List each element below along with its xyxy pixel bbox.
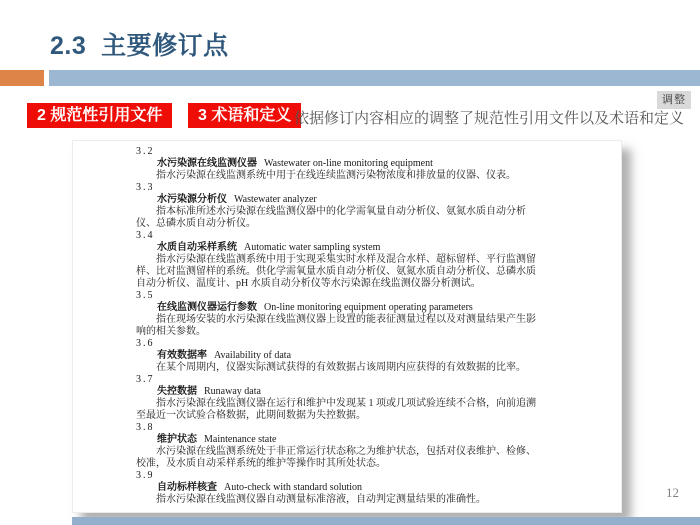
- title-underline-blue: [49, 70, 700, 86]
- section-term: [157, 194, 543, 206]
- document-content: [73, 141, 621, 506]
- section-number: 3.7: [136, 374, 155, 385]
- term-section: [136, 146, 543, 182]
- annotation-text: 依据修订内容相应的调整了规范性引用文件以及术语和定义: [294, 110, 685, 127]
- section-term: [157, 386, 543, 398]
- adjust-badge: 调整: [657, 91, 691, 109]
- section-definition: 指在现场安装的水污染源在线监测仪器上设置的能表征测量过程以及对测量结果产生影响的相关参数。: [136, 314, 536, 337]
- term-section: [136, 290, 543, 338]
- tag-normative-references: 2 规范性引用文件: [27, 103, 172, 128]
- section-term: [157, 350, 543, 362]
- slide-title: 2.3 主要修订点: [50, 32, 229, 60]
- section-term: [157, 482, 543, 494]
- term-english: Wastewater analyzer: [234, 194, 317, 205]
- document-page: [72, 140, 622, 513]
- term-chinese: 维护状态: [157, 434, 197, 445]
- section-term: [157, 302, 543, 314]
- term-english: Auto-check with standard solution: [224, 482, 363, 493]
- tag-terms-definitions: 3 术语和定义: [188, 103, 301, 128]
- term-section: [136, 338, 543, 374]
- section-term: [157, 434, 543, 446]
- section-definition: 在某个周期内，仪器实际测试获得的有效数据占该周期内应获得的有效数据的比率。: [156, 362, 526, 373]
- term-chinese: 自动标样核查: [157, 482, 217, 493]
- footer-bar: [72, 517, 700, 525]
- term-english: Availability of data: [214, 350, 292, 361]
- section-number: 3.4: [136, 230, 155, 241]
- section-definition: 指水污染源在线监测仪器在运行和维护中发现某 1 项或几项试验连续不合格，向前追溯至最近一次试验合格数据，此期间数据为失控数据。: [136, 398, 536, 421]
- section-number: 3.8: [136, 422, 155, 433]
- term-english: Maintenance state: [204, 434, 277, 445]
- section-definition: 指水污染源在线监测仪器自动测量标准溶液，自动判定测量结果的准确性。: [156, 494, 486, 505]
- section-number: 3.9: [136, 470, 155, 481]
- term-chinese: 水污染源在线监测仪器: [157, 158, 257, 169]
- section-number: 3.3: [136, 182, 155, 193]
- term-chinese: 在线监测仪器运行参数: [157, 302, 257, 313]
- term-section: [136, 470, 543, 506]
- section-definition: 水污染源在线监测系统处于非正常运行状态称之为维护状态，包括对仪表维护、检修、校准，及水质自动采样系统的维护等操作时其所处状态。: [136, 446, 536, 469]
- term-english: Wastewater on-line monitoring equipment: [264, 158, 433, 169]
- section-number: 3.6: [136, 338, 155, 349]
- term-english: Automatic water sampling system: [244, 242, 381, 253]
- term-section: [136, 230, 543, 290]
- term-chinese: 水质自动采样系统: [157, 242, 237, 253]
- section-number: 3.2: [136, 146, 155, 157]
- page-number: 12: [666, 485, 679, 500]
- term-chinese: 有效数据率: [157, 350, 207, 361]
- section-definition: 指水污染源在线监测系统中用于实现采集实时水样及混合水样、超标留样、平行监测留样、比对监测留样的系统。供化学需氧量水质自动分析仪、氨氮水质自动分析仪、总磷水质自动分析仪、温度计、pH 水质自动分析仪等水污染源在线监测仪器分析测试。: [136, 254, 536, 289]
- term-english: Runaway data: [204, 386, 261, 397]
- section-definition: 指本标准所述水污染源在线监测仪器中的化学需氧量自动分析仪、氨氮水质自动分析仪、总磷水质自动分析仪。: [136, 206, 526, 229]
- term-chinese: 失控数据: [157, 386, 197, 397]
- section-definition: 指水污染源在线监测系统中用于在线连续监测污染物浓度和排放量的仪器、仪表。: [156, 170, 516, 181]
- term-chinese: 水污染源分析仪: [157, 194, 227, 205]
- term-english: On-line monitoring equipment operating parameters: [264, 302, 473, 313]
- section-number: 3.5: [136, 290, 155, 301]
- term-section: [136, 182, 543, 230]
- section-term: [157, 158, 543, 170]
- title-underline-orange: [0, 70, 44, 86]
- term-section: [136, 422, 543, 470]
- section-term: [157, 242, 543, 254]
- term-section: [136, 374, 543, 422]
